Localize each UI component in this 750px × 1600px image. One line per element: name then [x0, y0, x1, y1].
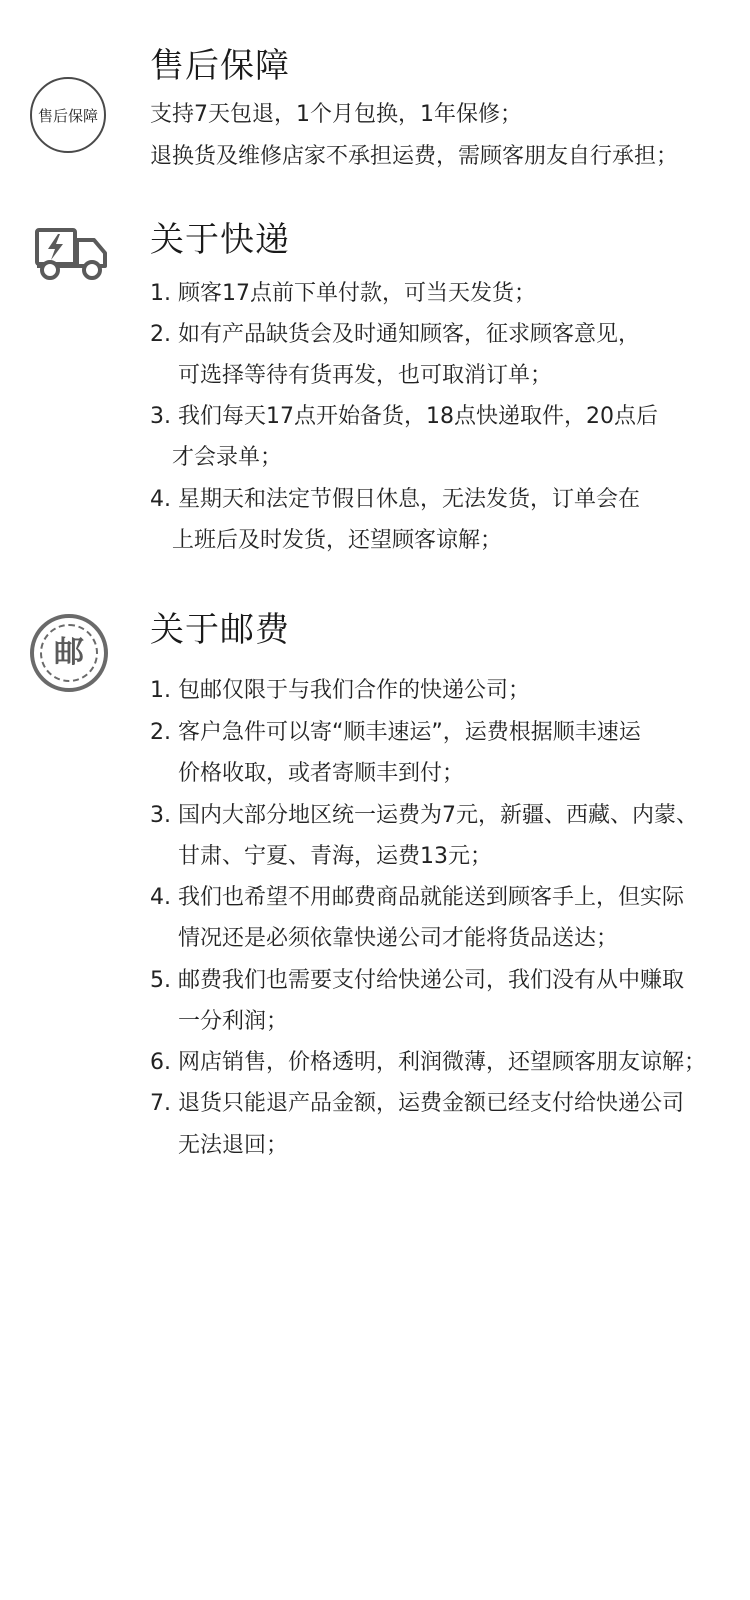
postage-line: 5. 邮费我们也需要支付给快递公司，我们没有从中赚取 [150, 968, 684, 993]
express-line: 4. 星期天和法定节假日休息，无法发货，订单会在 [150, 487, 640, 512]
postage-line: 6. 网店销售，价格透明，利润微薄，还望顾客朋友谅解； [150, 1050, 706, 1075]
after-sales-line: 支持7天包退，1个月包换，1年保修； [150, 102, 522, 127]
postage-line: 无法退回； [178, 1133, 289, 1158]
after-sales-line: 退换货及维修店家不承担运费，需顾客朋友自行承担； [150, 144, 679, 169]
postage-seal-icon [30, 614, 110, 694]
postage-line: 3. 国内大部分地区统一运费为7元，新疆、西藏、内蒙、 [150, 803, 698, 828]
postage-line: 一分利润； [178, 1009, 289, 1034]
express-title: 关于快递 [150, 220, 290, 260]
express-line: 上班后及时发货，还望顾客谅解； [172, 528, 503, 553]
express-line: 才会录单； [172, 445, 283, 470]
postage-line: 甘肃、宁夏、青海，运费13元； [178, 844, 492, 869]
after-sales-title: 售后保障 [150, 46, 290, 86]
postage-seal-inner [40, 624, 98, 682]
after-sales-badge-text: 售后保障 [37, 106, 98, 125]
express-line: 2. 如有产品缺货会及时通知顾客，征求顾客意见， [150, 322, 640, 347]
postage-seal-outer [30, 614, 108, 692]
postage-line: 价格收取，或者寄顺丰到付； [178, 761, 465, 786]
express-line: 可选择等待有货再发，也可取消订单； [178, 363, 553, 388]
postage-line: 情况还是必须依靠快递公司才能将货品送达； [178, 926, 619, 951]
express-line: 1. 顾客17点前下单付款，可当天发货； [150, 281, 536, 306]
postage-seal-char: 邮 [54, 635, 84, 670]
express-line: 3. 我们每天17点开始备货，18点快递取件，20点后 [150, 404, 658, 429]
postage-line: 4. 我们也希望不用邮费商品就能送到顾客手上，但实际 [150, 885, 684, 910]
postage-line: 2. 客户急件可以寄“顺丰速运”，运费根据顺丰速运 [150, 720, 641, 745]
postage-line: 1. 包邮仅限于与我们合作的快递公司； [150, 678, 530, 703]
postage-title: 关于邮费 [150, 610, 290, 650]
postage-line: 7. 退货只能退产品金额，运费金额已经支付给快递公司 [150, 1091, 684, 1116]
